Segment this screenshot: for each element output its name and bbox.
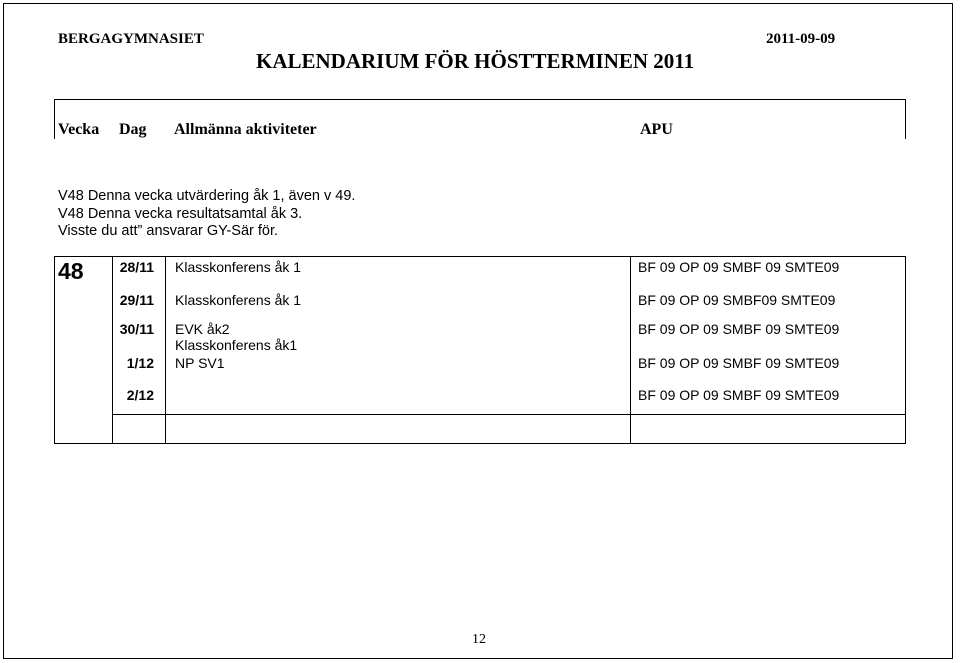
column-header-apu: APU: [640, 121, 673, 138]
apu-text: BF 09 OP 09 SMBF 09 SMTE09: [638, 355, 840, 371]
activity-text: EVK åk2: [175, 321, 230, 337]
apu-text: BF 09 OP 09 SMBF 09 SMTE09: [638, 321, 840, 337]
activity-text: Klasskonferens åk1: [175, 337, 298, 353]
column-header-week: Vecka: [58, 121, 100, 138]
apu-text: BF 09 OP 09 SMBF 09 SMTE09: [638, 387, 840, 403]
day-date: 28/11: [119, 259, 154, 275]
activity-text: NP SV1: [175, 355, 225, 371]
note-line: V48 Denna vecka resultatsamtal åk 3.: [58, 206, 303, 222]
column-header-day: Dag: [119, 121, 147, 138]
grid-line: [54, 443, 906, 444]
grid-line: [165, 256, 166, 444]
grid-line: [112, 256, 113, 444]
page-number: 12: [472, 632, 486, 647]
week-number: 48: [58, 258, 84, 284]
day-date: 30/11: [119, 321, 154, 337]
document-date: 2011-09-09: [766, 31, 836, 47]
note-line: Visste du att” ansvarar GY-Sär för.: [58, 223, 279, 239]
apu-text: BF 09 OP 09 SMBF 09 SMTE09: [638, 259, 840, 275]
activity-text: Klasskonferens åk 1: [175, 259, 302, 275]
school-name: BERGAGYMNASIET: [58, 31, 204, 47]
note-line: V48 Denna vecka utvärdering åk 1, även v 49.: [58, 188, 356, 204]
activity-text: Klasskonferens åk 1: [175, 292, 302, 308]
grid-line: [112, 414, 906, 415]
day-date: 2/12: [126, 387, 154, 403]
grid-line: [54, 256, 906, 257]
day-date: 1/12: [126, 355, 154, 371]
grid-line: [630, 256, 631, 444]
column-header-activities: Allmänna aktiviteter: [174, 121, 317, 138]
page-title: KALENDARIUM FÖR HÖSTTERMINEN 2011: [256, 49, 695, 73]
apu-text: BF 09 OP 09 SMBF09 SMTE09: [638, 292, 836, 308]
grid-line: [905, 256, 906, 444]
day-date: 29/11: [119, 292, 154, 308]
grid-line: [54, 256, 55, 444]
